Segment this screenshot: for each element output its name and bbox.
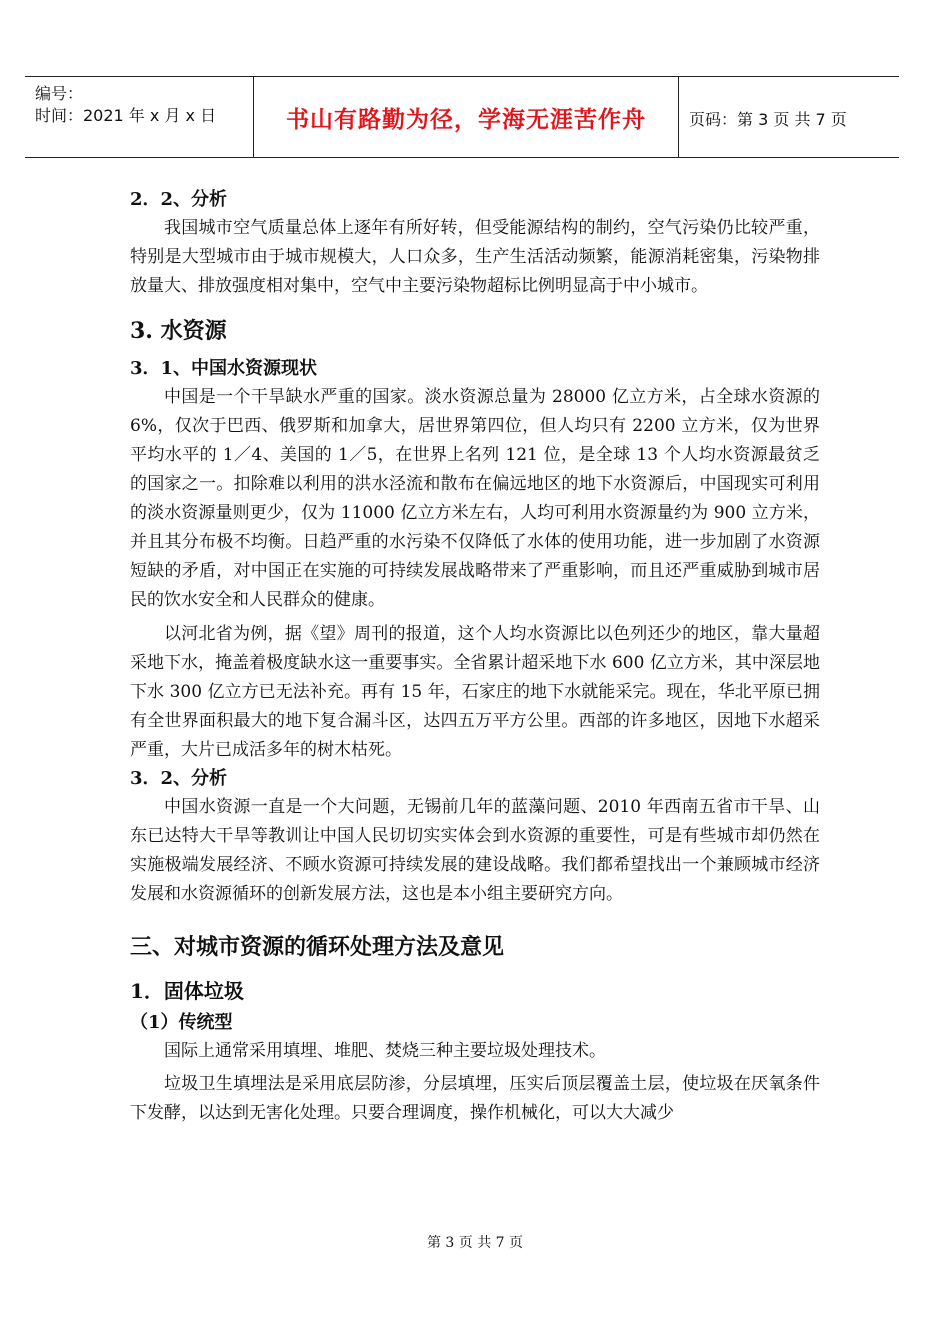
header-page-cell [679, 77, 899, 157]
paragraph-3-1-a: 中国是一个干旱缺水严重的国家。淡水资源总量为 28000 亿立方米，占全球水资源的 6%，仅次于巴西、俄罗斯和加拿大，居世界第四位，但人均只有 2200 立方米，仅为世界平均水平的 1／4、美国的 1／5，在世界上名列 121 位，是全球 13 个人均水资源最贫乏的国家之一。扣除难以利用的洪水泾流和散布在偏远地区的地下水资源后，中国现实可利用的淡水资源量则更少，仅为 11000 亿立方米左右，人均可利用水资源量约为 900 立方米，并且其分布极不均衡。日趋严重的水污染不仅降低了水体的使用功能，进一步加剧了水资源短缺的矛盾，对中国正在实施的可持续发展战略带来了严重影响，而且还严重威胁到城市居民的饮水安全和人民群众的健康。 [130, 387, 820, 610]
heading-traditional: （1）传统型 [130, 1012, 233, 1033]
heading-solid-waste: 1．固体垃圾 [130, 979, 244, 1003]
header-page-info: 页码：第 3 页 共 7 页 [689, 110, 847, 129]
header-motto-cell [254, 77, 679, 157]
heading-3-1: 3．1、中国水资源现状 [130, 358, 318, 379]
paragraph-3-2: 中国水资源一直是一个大问题，无锡前几年的蓝藻问题、2010 年西南五省市干旱、山东已达特大干旱等教训让中国人民切切实实体会到水资源的重要性，可是有些城市却仍然在实施极端发展经济、不顾水资源可持续发展的建设战略。我们都希望找出一个兼顾城市经济发展和水资源循环的创新发展方法，这也是本小组主要研究方向。 [130, 797, 820, 904]
paragraph-traditional-1: 国际上通常采用填埋、堆肥、焚烧三种主要垃圾处理技术。 [164, 1041, 606, 1061]
heading-2-2: 2．2、分析 [130, 189, 228, 210]
doc-time-label: 时间：2021 年 x 月 x 日 [35, 106, 217, 125]
page-footer: 第 3 页 共 7 页 [426, 1235, 524, 1251]
doc-number-label: 编号： [35, 84, 84, 103]
paragraph-2-2: 我国城市空气质量总体上逐年有所好转，但受能源结构的制约，空气污染仍比较严重，特别是大型城市由于城市规模大，人口众多，生产生活活动频繁，能源消耗密集，污染物排放量大、排放强度相对集中，空气中主要污染物超标比例明显高于中小城市。 [130, 218, 820, 296]
heading-water-resources: 3. 水资源 [130, 318, 227, 344]
document-body [130, 186, 820, 1128]
header-motto: 书山有路勤为径，学海无涯苦作舟 [286, 107, 646, 133]
paragraph-traditional-2: 垃圾卫生填埋法是采用底层防渗，分层填埋，压实后顶层覆盖土层，使垃圾在厌氧条件下发酵，以达到无害化处理。只要合理调度，操作机械化，可以大大减少 [130, 1074, 820, 1123]
header-meta [25, 77, 254, 157]
heading-3-2: 3．2、分析 [130, 768, 228, 789]
page-header [25, 76, 899, 158]
heading-section-3: 三、对城市资源的循环处理方法及意见 [130, 934, 505, 960]
paragraph-3-1-b: 以河北省为例，据《望》周刊的报道，这个人均水资源比以色列还少的地区，靠大量超采地下水，掩盖着极度缺水这一重要事实。全省累计超采地下水 600 亿立方米，其中深层地下水 300 亿立方已无法补充。再有 15 年，石家庄的地下水就能采完。现在，华北平原已拥有全世界面积最大的地下复合漏斗区，达四五万平方公里。西部的许多地区，因地下水超采严重，大片已成活多年的树木枯死。 [130, 624, 820, 760]
